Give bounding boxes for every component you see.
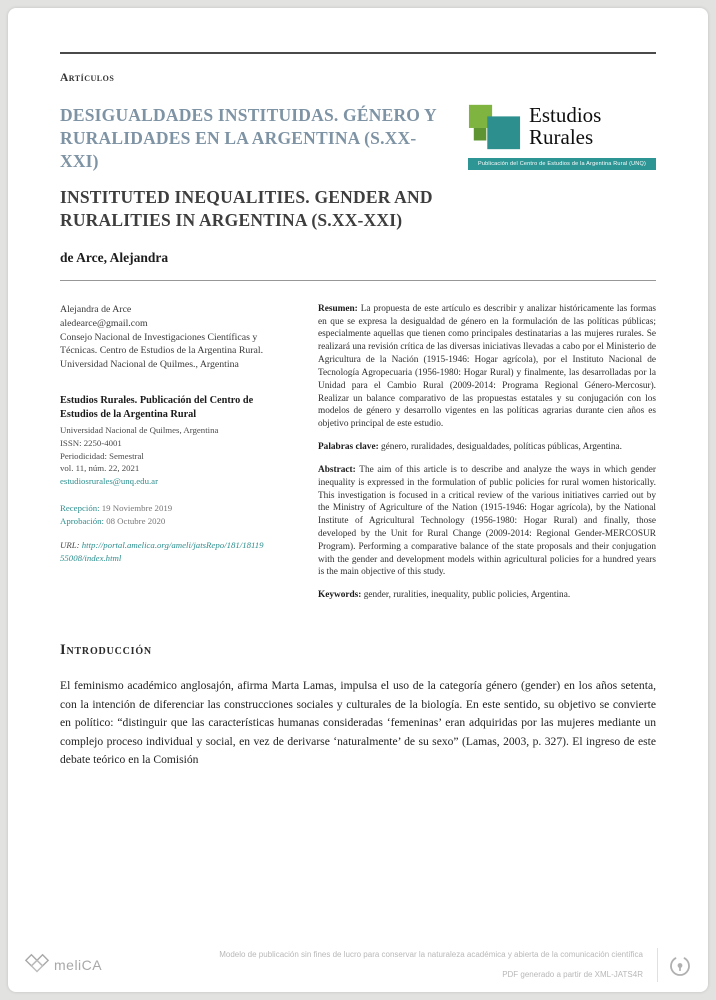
journal-periodicity: Periodicidad: Semestral	[60, 450, 144, 461]
palabras-clave-label: Palabras clave:	[318, 442, 379, 453]
amelica-mark-icon	[24, 952, 50, 978]
journal-wordmark	[529, 105, 601, 148]
url-label: URL:	[60, 540, 80, 551]
journal-issn: ISSN: 2250-4001	[60, 437, 122, 448]
abstract-label: Abstract:	[318, 464, 356, 475]
reception-line	[60, 502, 292, 515]
section-heading-introduccion: Introducción	[60, 642, 152, 659]
top-rule	[60, 52, 656, 54]
title-block	[60, 98, 468, 266]
url-block	[60, 539, 265, 565]
article-body	[60, 642, 656, 770]
amelica-wordmark: meliCA	[54, 957, 103, 973]
journal-email-link[interactable]: estudiosrurales@unq.edu.ar	[60, 476, 158, 487]
metadata-and-abstracts	[60, 303, 656, 612]
journal-info-block	[60, 394, 292, 488]
publication-note: Modelo de publicación sin fines de lucro para conservar la naturaleza académica y abierta de la comunicación científica	[219, 950, 643, 960]
approval-date: 08 Octubre 2020	[106, 515, 166, 526]
body-paragraph: El feminismo académico anglosajón, afirma Marta Lamas, impulsa el uso de la categoría género (gender) en los años setenta, con la intención de diferenciar las construcciones sociales y culturales de la biología. En este sentido, su objetivo se convierte en político: “distinguir que las características humanas consideradas ‘femeninas’ eran adquiridas por las mujeres mediante un complejo proceso individual y social, en vez de derivarse ‘naturalmente’ de su sexo” (Lamas, 2003, p. 327). El ingreso de este debate teórico en la Comisión	[60, 679, 656, 767]
author-email-link[interactable]: aledearce@gmail.com	[60, 317, 148, 329]
article-url-link[interactable]: http://portal.amelica.org/ameli/jatsRepo/181/1811955008/index.html	[60, 540, 264, 564]
section-label: Artículos	[60, 72, 115, 84]
resumen-paragraph	[318, 303, 656, 431]
author-block	[60, 303, 292, 373]
logo-word-rurales: Rurales	[529, 125, 594, 149]
abstract-text: The aim of this article is to describe and analyze the ways in which gender inequality is expressed in the formulation of public policies for rural women historically. This investigation is focused in a critical review of the various initiatives carried out by the Ministry of Agriculture of the Nation (1915-1946: Hogar agrícola), by the National Institute of Agricultural Technology (1956-1980: Hogar Rural) and finally, those developed by the Unit for Rural Change (2009-2014: Regional Gender-MERCOSUR Program). Performing a comparative balance of the state proposals and their conjugation with the gender and development models within agricultural policies for a hundred years is the main objective of this study.	[318, 464, 657, 578]
page-footer	[24, 948, 692, 982]
reception-date: 19 Noviembre 2019	[101, 502, 173, 513]
author-affiliation: Consejo Nacional de Investigaciones Científicas y Técnicas. Centro de Estudios de la Argentina Rural. Universidad Nacional de Quilmes., Argentina	[60, 331, 264, 371]
author-name: Alejandra de Arce	[60, 303, 132, 315]
metadata-column	[60, 303, 292, 612]
author-citation: de Arce, Alejandra	[60, 249, 169, 265]
keywords-text: gender, ruralities, inequality, public policies, Argentina.	[363, 590, 571, 601]
dates-block	[60, 502, 292, 528]
amelica-logo	[24, 952, 102, 978]
keywords-paragraph	[318, 589, 656, 602]
article-header	[60, 98, 656, 266]
journal-logo-tagline: Publicación del Centro de Estudios de la Argentina Rural (UNQ)	[468, 158, 656, 170]
journal-title: Estudios Rurales. Publicación del Centro de Estudios de la Argentina Rural	[60, 395, 254, 420]
palabras-clave-paragraph	[318, 441, 656, 454]
article-title-english: INSTITUTED INEQUALITIES. GENDER AND RURALITIES IN ARGENTINA (S.XX-XXI)	[60, 187, 433, 230]
journal-logo-top	[468, 100, 656, 154]
logo-word-estudios: Estudios	[529, 103, 602, 128]
document-page	[8, 8, 708, 992]
journal-logo-icon	[468, 100, 522, 154]
article-title-spanish: DESIGUALDADES INSTITUIDAS. GÉNERO Y RURALIDADES EN LA ARGENTINA (S.XX-XXI)	[60, 105, 437, 171]
header-divider	[60, 280, 656, 281]
open-access-icon	[668, 953, 692, 977]
journal-logo	[468, 98, 656, 266]
keywords-label: Keywords:	[318, 590, 362, 601]
journal-volume: vol. 11, núm. 22, 2021	[60, 463, 140, 474]
palabras-clave-text: género, ruralidades, desigualdades, políticas públicas, Argentina.	[381, 442, 622, 453]
page-content	[8, 8, 708, 840]
reception-label: Recepción:	[60, 502, 100, 513]
pdf-generation-note: PDF generado a partir de XML-JATS4R	[502, 969, 643, 979]
footer-notes	[219, 949, 643, 981]
journal-affiliation: Universidad Nacional de Quilmes, Argentina	[60, 425, 219, 436]
abstracts-column	[318, 303, 656, 612]
footer-divider	[657, 948, 658, 982]
approval-line	[60, 515, 292, 528]
resumen-label: Resumen:	[318, 303, 358, 314]
resumen-text: La propuesta de este artículo es describir y analizar históricamente las formas en que se expresa la desigualdad de género en la formulación de las políticas públicas; especialmente aquellas que tienen como principales destinatarias a las mujeres rurales. Se realizará una revisión crítica de las diversas iniciativas llevadas a cabo por el Ministerio de Agricultura de la Nación (1915-1946: Hogar agrícola), por el Instituto Nacional de Tecnología Agropecuaria (1956-1980: Hogar Rural) y finalmente, las desarrolladas por la Unidad para el Cambio Rural (2009-2014: Programa Regional Género-Mercosur). Realizar un balance comparativo de las propuestas estatales y su conjugación con los modelos de género y desarrollo vigentes en las políticas agrarias durante cien años es objetivo principal de este estudio.	[318, 303, 656, 430]
abstract-paragraph	[318, 464, 656, 579]
approval-label: Aprobación:	[60, 515, 104, 526]
